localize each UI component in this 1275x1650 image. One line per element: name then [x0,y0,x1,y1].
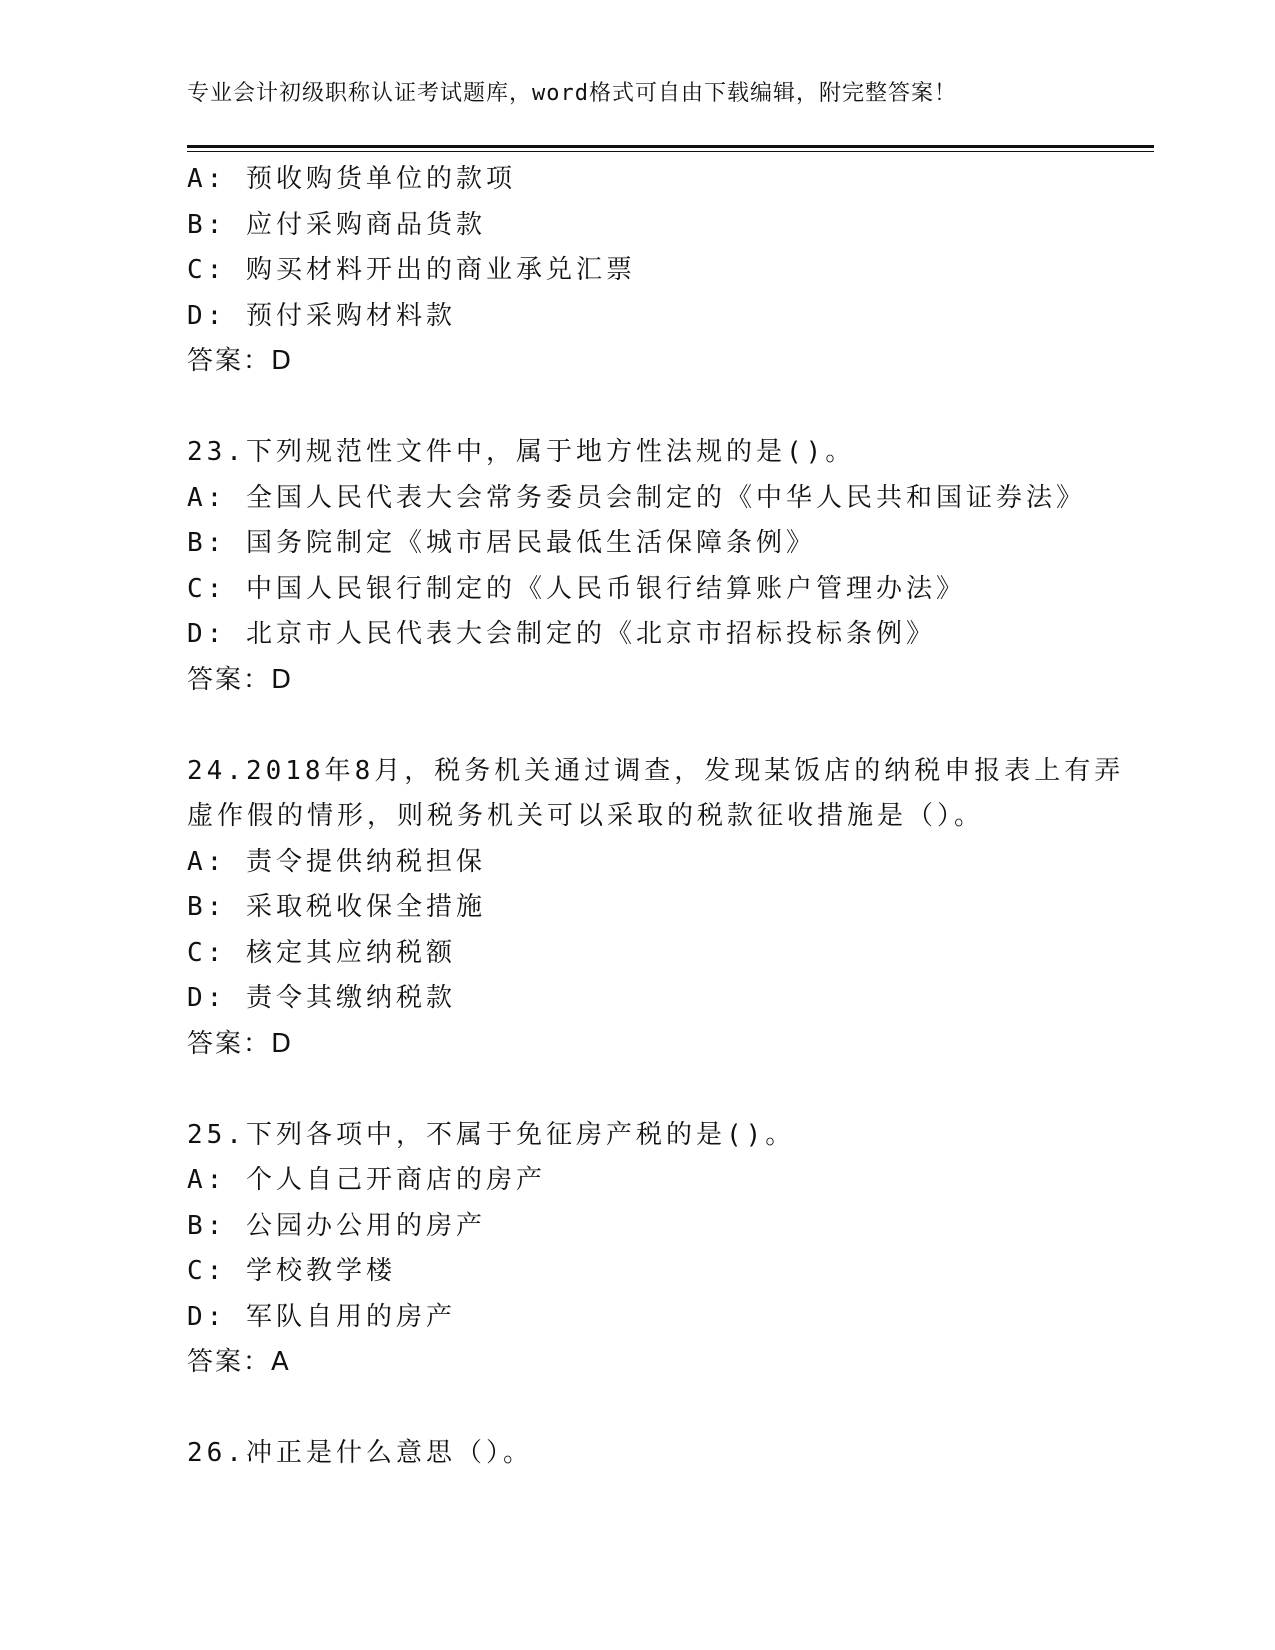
option-a: A: 责令提供纳税担保 [187,846,486,877]
question-24-block [187,749,1125,1068]
question-text-line-1: 24.2018年8月，税务机关通过调查，发现某饭店的纳税申报表上有弄 [187,755,1125,786]
question-23-block [187,430,1087,703]
question-text-line-2: 虚作假的情形，则税务机关可以采取的税款征收措施是（）。 [187,801,985,831]
option-b: B: 国务院制定《城市居民最低生活保障条例》 [187,528,816,558]
option-d: D: 军队自用的房产 [187,1301,456,1332]
spacer [187,703,1087,749]
answer: 答案：A [187,1347,291,1377]
spacer [187,385,1087,431]
option-a: A: 全国人民代表大会常务委员会制定的《中华人民共和国证券法》 [187,482,1086,513]
question-text: 26.冲正是什么意思（）。 [187,1438,533,1468]
question-25-block [187,1113,1087,1386]
option-a: A: 个人自己开商店的房产 [187,1165,546,1195]
option-c: C: 中国人民银行制定的《人民币银行结算账户管理办法》 [187,573,966,604]
spacer [187,1386,1087,1432]
option-b: B: 采取税收保全措施 [187,892,486,922]
question-text: 23.下列规范性文件中，属于地方性法规的是()。 [187,437,856,467]
answer: 答案：D [187,664,294,695]
option-b: B: 应付采购商品货款 [187,209,486,240]
question-26-block [187,1431,1087,1477]
question-list [187,157,1125,1477]
option-a: A: 预收购货单位的款项 [187,164,516,194]
question-22-block [187,157,1087,385]
option-c: C: 学校教学楼 [187,1256,396,1286]
spacer [187,1067,1087,1113]
question-text: 25.下列各项中，不属于免征房产税的是()。 [187,1119,796,1150]
option-c: C: 购买材料开出的商业承兑汇票 [187,255,636,285]
page-header: 专业会计初级职称认证考试题库，word格式可自由下载编辑，附完整答案！ [187,81,957,106]
answer: 答案：D [187,1028,294,1059]
option-d: D: 北京市人民代表大会制定的《北京市招标投标条例》 [187,619,936,649]
option-b: B: 公园办公用的房产 [187,1210,486,1241]
answer: 答案：D [187,346,294,376]
option-d: D: 责令其缴纳税款 [187,983,456,1013]
header-rule-thin [187,151,1154,152]
option-d: D: 预付采购材料款 [187,300,456,331]
header-rule-thick [187,145,1154,148]
option-c: C: 核定其应纳税额 [187,937,456,968]
